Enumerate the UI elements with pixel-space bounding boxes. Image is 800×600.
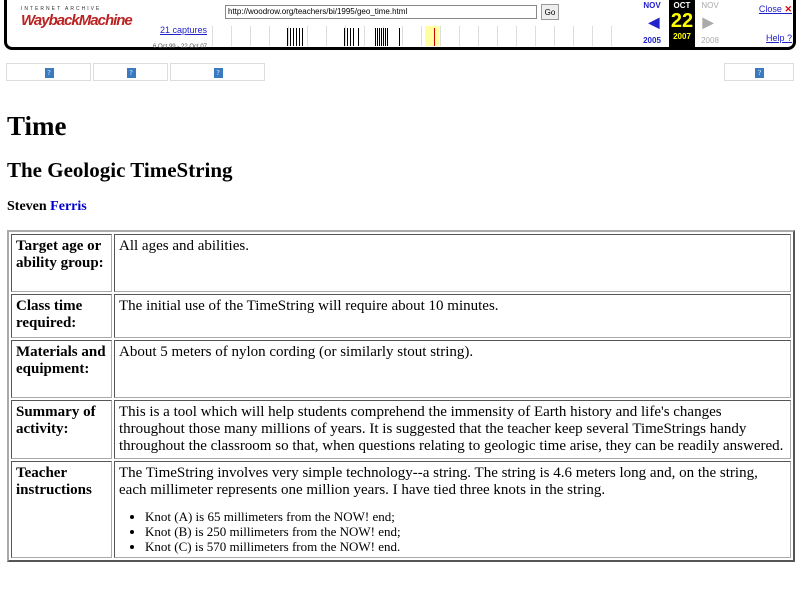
knot-list bbox=[119, 509, 786, 554]
year-tick bbox=[573, 26, 574, 46]
nav-button-3[interactable] bbox=[170, 63, 265, 81]
capture-bar[interactable] bbox=[296, 28, 297, 46]
nav-button-4[interactable] bbox=[724, 63, 794, 81]
capture-bar[interactable] bbox=[358, 28, 359, 46]
table-row: Materials and equipment: About 5 meters of nylon cording (or similarly stout string). bbox=[11, 340, 791, 398]
table-row: Summary of activity: This is a tool which will help students comprehend the immensity of Earth history and life's changes throughout those many millions of years. It is suggested that the teacher keep several TimeStrings handy throughout the classroom so that, when questions relating to geologic time arise, they can be readily answered. bbox=[11, 400, 791, 459]
capture-bar[interactable] bbox=[379, 28, 380, 46]
nav-bar bbox=[0, 63, 800, 81]
go-button[interactable]: Go bbox=[541, 4, 559, 20]
nav-button-2[interactable] bbox=[93, 63, 168, 81]
year-tick bbox=[516, 26, 517, 46]
capture-bar[interactable] bbox=[385, 28, 386, 46]
capture-bar[interactable] bbox=[299, 28, 300, 46]
calendar-nav bbox=[639, 0, 729, 47]
list-item: • Knot (B) is 250 millimeters from the NOW! end; bbox=[145, 524, 786, 539]
author: Steven Ferris bbox=[7, 199, 87, 214]
capture-bar[interactable] bbox=[287, 28, 288, 46]
capture-bar[interactable] bbox=[350, 28, 351, 46]
next-month: NOV bbox=[701, 1, 719, 10]
cur-month: OCT bbox=[673, 1, 691, 10]
cur-year: 2007 bbox=[673, 32, 691, 41]
next-arrow-icon: ▶ bbox=[702, 14, 714, 30]
author-link[interactable]: Ferris bbox=[50, 199, 87, 214]
year-tick bbox=[402, 26, 403, 46]
page-title: Time bbox=[7, 111, 67, 141]
close-link[interactable]: Close ✕ bbox=[758, 4, 792, 14]
table-row: Class time required: The initial use of the TimeString will require about 10 minutes. bbox=[11, 294, 791, 338]
year-tick bbox=[497, 26, 498, 46]
year-tick bbox=[250, 26, 251, 46]
captures-link[interactable]: 21 captures bbox=[159, 25, 207, 35]
prev-month[interactable]: NOV bbox=[643, 1, 661, 10]
year-tick bbox=[554, 26, 555, 46]
capture-bar[interactable] bbox=[399, 28, 400, 46]
current-year-highlight bbox=[425, 26, 439, 46]
capture-bar[interactable] bbox=[344, 28, 345, 46]
help-icon: ? bbox=[45, 68, 54, 78]
capture-bar[interactable] bbox=[381, 28, 382, 46]
year-tick bbox=[326, 26, 327, 46]
help-icon: ? bbox=[755, 68, 764, 78]
wayback-toolbar bbox=[4, 0, 796, 50]
close-icon: ✕ bbox=[784, 4, 792, 14]
year-tick bbox=[364, 26, 365, 46]
cur-day: 22 bbox=[670, 10, 694, 32]
lesson-table bbox=[7, 230, 795, 562]
url-input[interactable]: http://woodrow.org/teachers/bi/1995/geo_time.html bbox=[225, 5, 537, 19]
current-capture-bar[interactable] bbox=[434, 28, 435, 46]
year-tick bbox=[307, 26, 308, 46]
year-tick bbox=[611, 26, 612, 46]
year-tick bbox=[269, 26, 270, 46]
year-tick bbox=[212, 26, 213, 46]
help-icon: ? bbox=[214, 68, 223, 78]
table-row: Teacher instructions The TimeString involves very simple technology--a string. The string is 4.6 meters long and, on the string, each millimeter represents one million years. I have tied three knots in the string. • Knot (A) is 65 millimeters from the NOW! end; • Knot (B) is 250 millimeters from the NOW! end; • Knot (C) is 570 millimeters from the NOW! end. bbox=[11, 461, 791, 558]
list-item: • Knot (C) is 570 millimeters from the NOW! end. bbox=[145, 539, 786, 554]
capture-bar[interactable] bbox=[387, 28, 388, 46]
capture-bar[interactable] bbox=[290, 28, 291, 46]
capture-bar[interactable] bbox=[302, 28, 303, 46]
capture-bar[interactable] bbox=[383, 28, 384, 46]
nav-button-1[interactable] bbox=[6, 63, 91, 81]
page-subtitle: The Geologic TimeString bbox=[7, 158, 233, 182]
capture-bar[interactable] bbox=[347, 28, 348, 46]
prev-arrow-icon[interactable]: ◀ bbox=[648, 14, 660, 30]
prev-year[interactable]: 2005 bbox=[643, 36, 661, 45]
logo-main: WaybackMachine bbox=[21, 12, 132, 29]
capture-bar[interactable] bbox=[377, 28, 378, 46]
help-link[interactable]: Help ? bbox=[765, 33, 792, 43]
year-tick bbox=[421, 26, 422, 46]
year-tick bbox=[440, 26, 441, 46]
logo-top: INTERNET ARCHIVE bbox=[21, 6, 102, 12]
capture-range: 6 Oct 99 - 22 Oct 07 bbox=[152, 44, 207, 50]
table-row: Target age or ability group: All ages and abilities. bbox=[11, 234, 791, 292]
current-date bbox=[669, 0, 695, 47]
year-tick bbox=[535, 26, 536, 46]
year-tick bbox=[345, 26, 346, 46]
year-tick bbox=[592, 26, 593, 46]
list-item: • Knot (A) is 65 millimeters from the NOW! end; bbox=[145, 509, 786, 524]
help-icon: ? bbox=[127, 68, 136, 78]
year-tick bbox=[288, 26, 289, 46]
capture-bar[interactable] bbox=[375, 28, 376, 46]
capture-bar[interactable] bbox=[353, 28, 354, 46]
wayback-logo[interactable] bbox=[21, 6, 132, 29]
captures bbox=[137, 25, 207, 53]
capture-bar[interactable] bbox=[293, 28, 294, 46]
year-tick bbox=[231, 26, 232, 46]
year-tick bbox=[478, 26, 479, 46]
next-year: 2008 bbox=[701, 36, 719, 45]
capture-sparkline[interactable] bbox=[212, 24, 632, 48]
year-tick bbox=[459, 26, 460, 46]
